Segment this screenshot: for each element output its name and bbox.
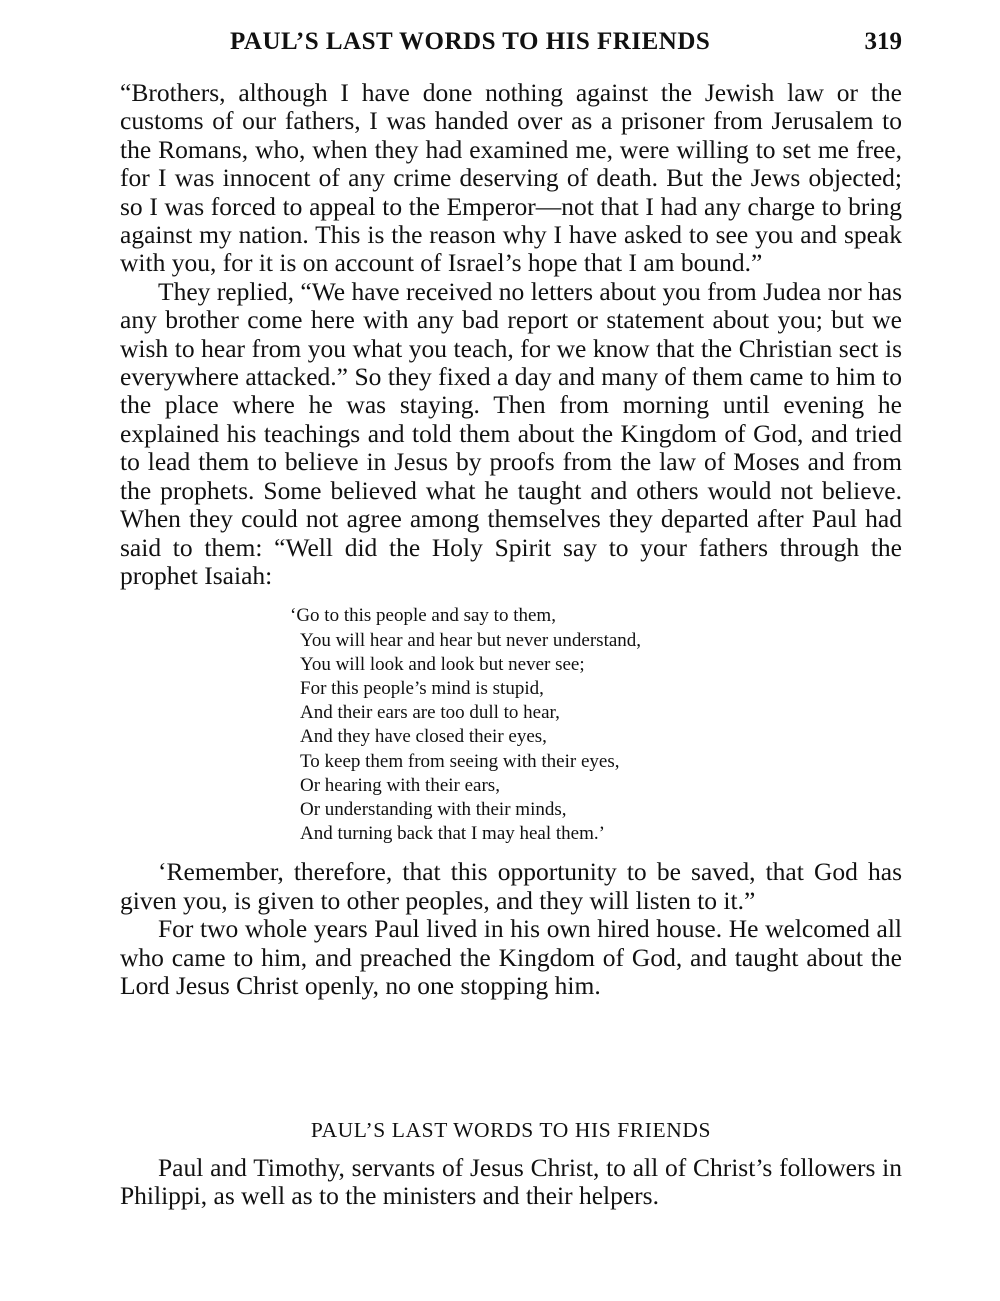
section-heading: PAUL’S LAST WORDS TO HIS FRIENDS	[310, 1118, 712, 1142]
verse-line: Or understanding with their minds,	[300, 798, 567, 820]
paragraph-they-replied: They replied, “We have received no letters about you from Judea nor has any brother come here with any bad report or statement about you; but we wish to hear from you what you teach, for we know that the Christian sect is everywhere attacked.” So they fixed a day and many of them came to him to the place where he was staying. Then from morning until evening he explained his teachings and told them about the Kingdom of God, and tried to lead them to believe in Jesus by proofs from the law of Moses and from the prophets. Some believed what he taught and others would not believe. When they could not agree among themselves they departed after Paul had said to them: “Well did the Holy Spirit say to your fathers through the prophet Isaiah:	[120, 276, 902, 590]
section-body	[120, 1154, 902, 1211]
verse-line: ‘Go to this people and say to them,	[290, 605, 556, 627]
verse-line: Or hearing with their ears,	[300, 774, 500, 796]
paragraph-brothers: “Brothers, although I have done nothing against the Jewish law or the customs of our fathers, I was handed over as a prisoner from Jerusalem to the Romans, who, when they had examined me, were willing to set me free, for I was innocent of any crime deserving of death. But the Jews objected; so I was forced to appeal to the Emperor—not that I had any charge to bring against my nation. This is the reason why I have asked to see you and speak with you, for it is on account of Israel’s hope that I am bound.”	[120, 78, 902, 278]
verse-line: You will look and look but never see;	[300, 653, 585, 675]
verse-line: And their ears are too dull to hear,	[300, 702, 560, 724]
verse-line: And they have closed their eyes,	[300, 726, 547, 748]
page-number: 319	[864, 28, 902, 55]
paragraph-remember: ‘Remember, therefore, that this opportunity to be saved, that God has given you, is given to other peoples, and they will listen to it.”	[120, 857, 902, 915]
isaiah-quotation	[290, 604, 902, 846]
verse-line: For this people’s mind is stupid,	[300, 677, 544, 699]
verse-line: You will hear and hear but never understand,	[300, 629, 642, 651]
paragraph-two-years: For two whole years Paul lived in his own hired house. He welcomed all who came to him, and preached the Kingdom of God, and taught about the Lord Jesus Christ openly, no one stopping him.	[120, 914, 902, 1000]
running-head	[120, 28, 902, 62]
running-title: PAUL’S LAST WORDS TO HIS FRIENDS	[230, 28, 711, 55]
verse-line: To keep them from seeing with their eyes,	[300, 750, 620, 772]
main-text	[120, 79, 902, 1000]
paragraph-opening: Paul and Timothy, servants of Jesus Christ, to all of Christ’s followers in Philippi, as well as to the ministers and their helpers.	[120, 1153, 902, 1211]
verse-line: And turning back that I may heal them.’	[300, 823, 605, 845]
